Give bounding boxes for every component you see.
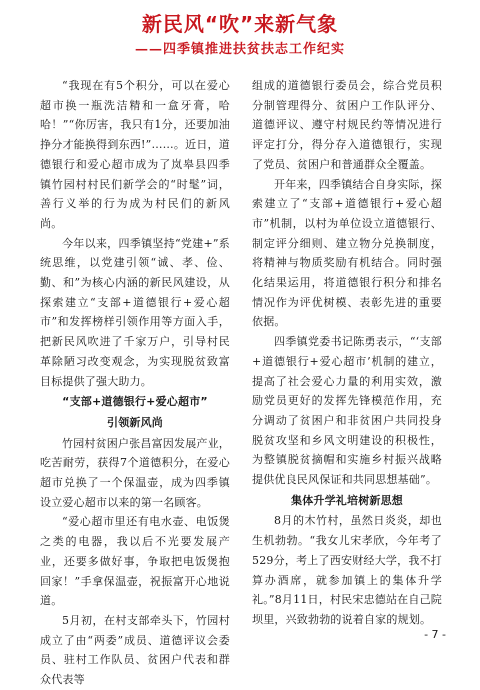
paragraph-continued: 组成的道德银行委员会，综合党员积分制管理得分、贫困户工作队评分、道德评议、遵守村规民约等情况进行评定打分，得分存入道德银行，实现了党员、贫困户和普通群众全覆盖。 [252, 79, 442, 171]
section-heading-line2: 引领新风尚 [107, 415, 163, 429]
paragraph: “我现在有5个积分，可以在爱心超市换一瓶洗洁精和一盒牙膏，哈哈！”“你厉害，我只有1分，还要加油挣分才能换得到东西!”……。近日，道德银行和爱心超市成为了岚皋县四季镇竹园村村民们新学会的“时髦”词，善行义举的行为成为村民们的新风尚。 [40, 79, 230, 230]
paragraph: 开年来，四季镇结合自身实际，探索建立了“支部+道德银行+爱心超市”机制，以村为单位设立道德银行、制定评分细则、建立物分兑换制度，将精神与物质奖励有机结合。同时强化结果运用，将道德银行积分和排名情况作为评优树模、表彰先进的重要依据。 [252, 177, 442, 329]
paragraph: 今年以来，四季镇坚持“党建+”系统思维，以党建引领“诚、孝、俭、勤、和”为核心内涵的新民风建设，从探索建立“支部+道德银行+爱心超市”和发挥榜样引领作用等方面入手，把新民风吹进了千家万户，引导村民革除陋习改变观念，为实现脱贫致富目标提供了强大助力。 [40, 236, 230, 388]
left-column [40, 76, 230, 690]
paragraph: “爱心超市里还有电水壶、电饭煲之类的电器，我以后不光要发展产业，还要多做好事，争取把电饭煲抱回家！”手拿保温壶，祝振富开心地说道。 [40, 515, 230, 608]
article-subtitle: ——四季镇推进扶贫扶志工作纪实 [134, 42, 345, 57]
page-number: - 7 - [424, 628, 446, 641]
section-heading-line1: “支部+道德银行+爱心超市” [62, 395, 208, 409]
paragraph: 竹园村贫困户张昌富因发展产业，吃苦耐劳，获得7个道德积分，在爱心超市兑换了一个保温壶，成为四季镇设立爱心超市以来的第一名顾客。 [40, 436, 230, 509]
section-heading: 集体升学礼培树新思想 [291, 493, 403, 507]
paragraph: 8月的木竹村，虽然日炎炎，却也生机勃勃。“我女儿宋孝欣，今年考了529分，考上了西安财经大学，我不打算办酒席，就参加镇上的集体升学礼。”8月11日，村民宋忠德站在自己院坝里，兴致勃勃的说着自家的规划。 [252, 514, 442, 626]
right-column [252, 76, 442, 630]
paragraph: 5月初，在村支部牵头下，竹园村成立了由“两委”成员、道德评议会委员、驻村工作队员、贫困户代表和群众代表等 [40, 613, 230, 687]
paragraph: 四季镇党委书记陈勇表示，“‘支部+道德银行+爱心超市’机制的建立，提高了社会爱心力量的利用实效，激励党员更好的发挥先锋模范作用，充分调动了贫困户和非贫困户共同投身脱贫攻坚和乡风文明建设的积极性，为整镇脱贫摘帽和实施乡村振兴战略提供优良民风保证和共同思想基础”。 [252, 335, 442, 487]
article-title: 新民风“吹”来新气象 [141, 12, 339, 36]
